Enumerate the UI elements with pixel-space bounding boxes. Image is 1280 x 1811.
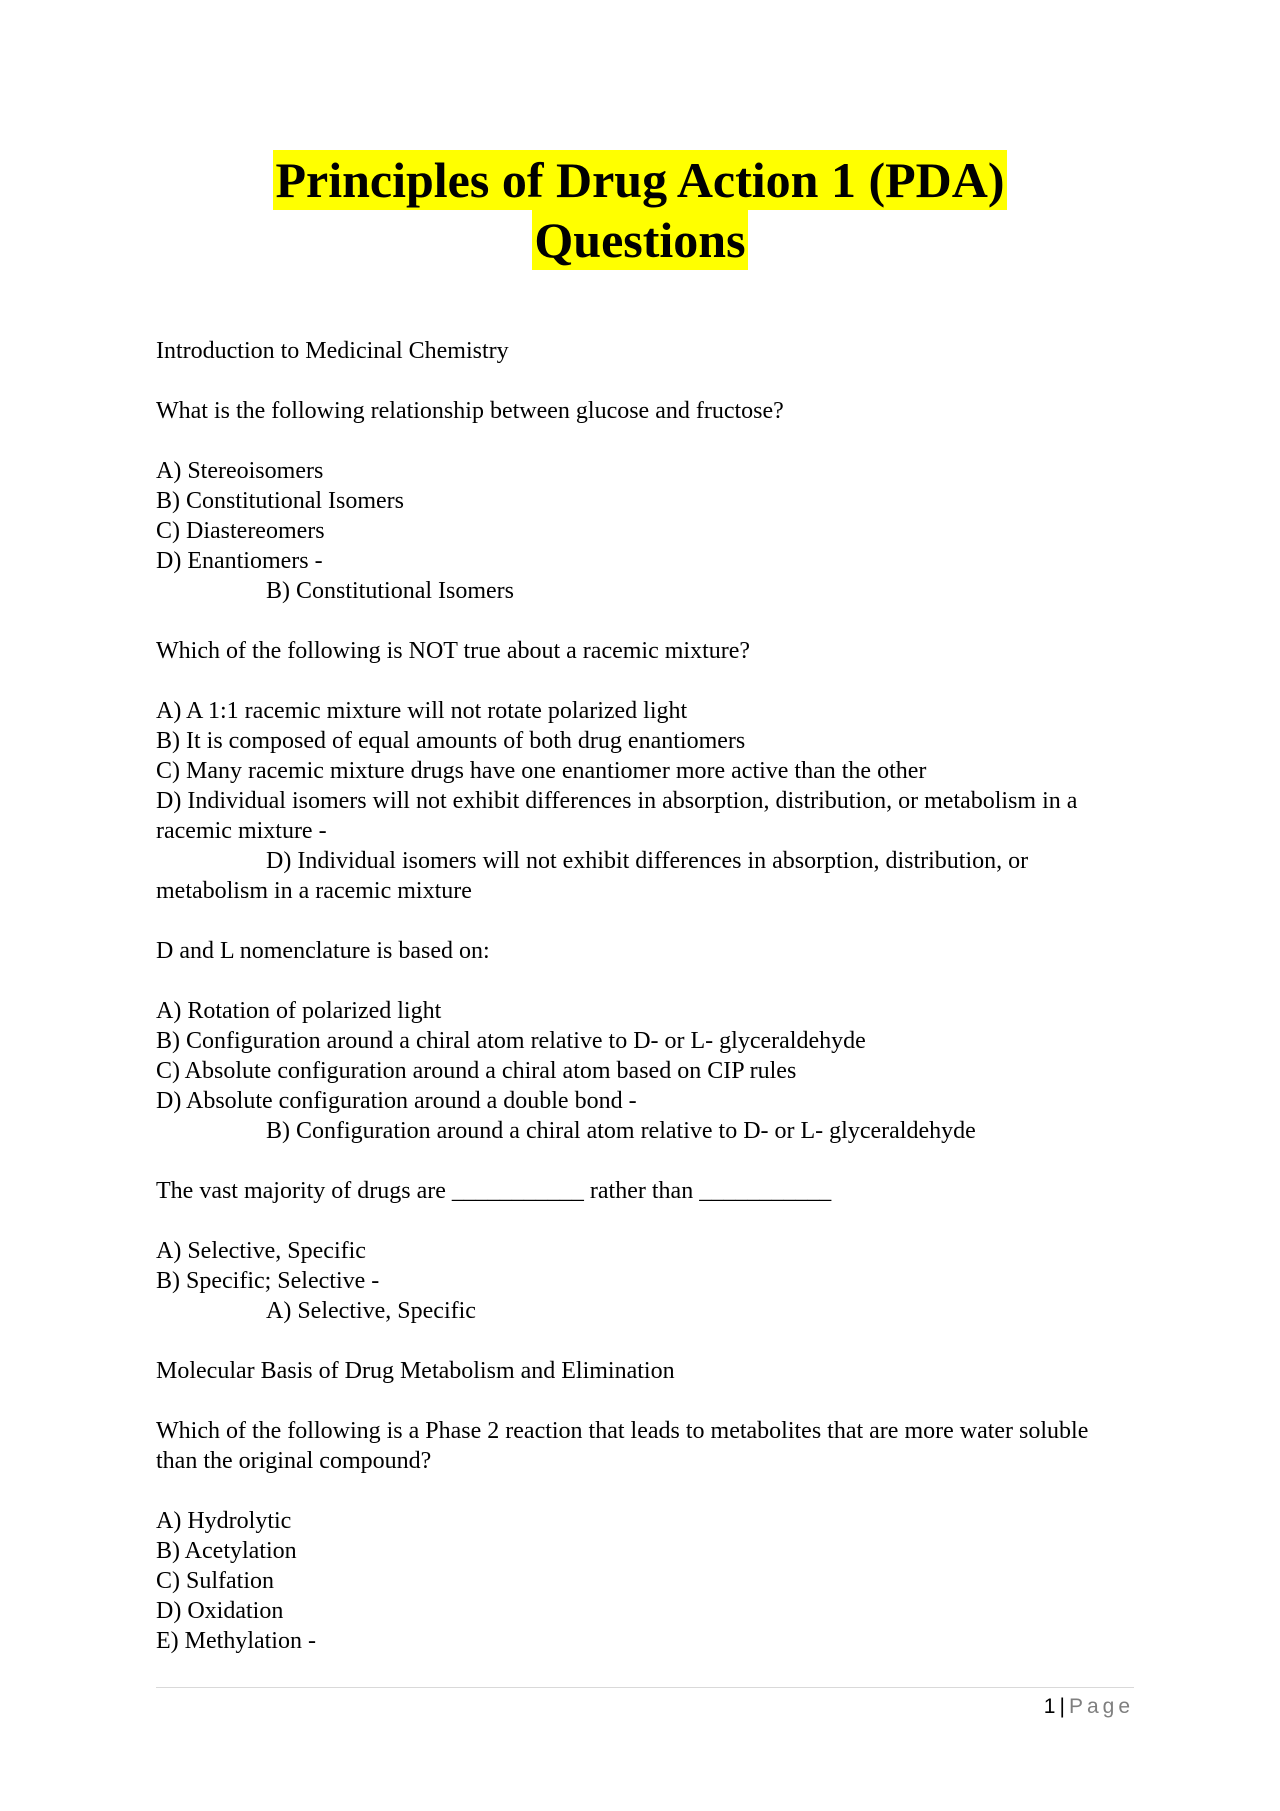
- question-text: D and L nomenclature is based on:: [156, 938, 490, 964]
- option-item: B) Constitutional Isomers: [156, 488, 404, 514]
- option-item: C) Sulfation: [156, 1568, 274, 1594]
- footer-divider: [156, 1687, 1134, 1688]
- question-text: The vast majority of drugs are ___________ rather than ___________: [156, 1178, 832, 1204]
- option-item: A) Stereoisomers: [156, 458, 324, 484]
- option-item: B) It is composed of equal amounts of both drug enantiomers: [156, 728, 746, 754]
- option-item: D) Oxidation: [156, 1598, 284, 1624]
- option-item: B) Specific; Selective -: [156, 1268, 380, 1294]
- option-item: E) Methylation -: [156, 1628, 316, 1654]
- section-heading: Introduction to Medicinal Chemistry: [156, 338, 509, 364]
- option-item: A) Selective, Specific: [156, 1238, 366, 1264]
- option-item: D) Absolute configuration around a double bond -: [156, 1088, 637, 1114]
- question-text: Which of the following is NOT true about a racemic mixture?: [156, 638, 751, 664]
- option-item: B) Configuration around a chiral atom relative to D- or L- glyceraldehyde: [156, 1028, 866, 1054]
- option-item: A) A 1:1 racemic mixture will not rotate polarized light: [156, 698, 688, 724]
- option-item: C) Diastereomers: [156, 518, 325, 544]
- page-label: Page: [1068, 1695, 1134, 1718]
- option-item: D) Enantiomers -: [156, 548, 323, 574]
- answer-text: B) Configuration around a chiral atom relative to D- or L- glyceraldehyde: [266, 1118, 976, 1144]
- option-item: A) Hydrolytic: [156, 1508, 292, 1534]
- answer-text: B) Constitutional Isomers: [266, 578, 514, 604]
- answer-text: A) Selective, Specific: [266, 1298, 476, 1324]
- page-separator: |: [1059, 1695, 1065, 1718]
- question-text: Which of the following is a Phase 2 reaction that leads to metabolites that are more water soluble than the original compound?: [156, 1418, 1089, 1474]
- option-item: C) Many racemic mixture drugs have one enantiomer more active than the other: [156, 758, 927, 784]
- option-item: D) Individual isomers will not exhibit differences in absorption, distribution, or metabolism in a racemic mixture -: [156, 788, 1078, 844]
- question-text: What is the following relationship between glucose and fructose?: [156, 398, 784, 424]
- option-item: B) Acetylation: [156, 1538, 297, 1564]
- document-body: [156, 336, 1114, 1656]
- document-title: [0, 150, 1280, 270]
- option-item: A) Rotation of polarized light: [156, 998, 442, 1024]
- answer-text: D) Individual isomers will not exhibit differences in absorption, distribution, or metabolism in a racemic mixture: [156, 848, 1029, 904]
- option-item: C) Absolute configuration around a chiral atom based on CIP rules: [156, 1058, 797, 1084]
- title-line-1: Principles of Drug Action 1 (PDA): [275, 152, 1005, 208]
- title-line-2: Questions: [534, 212, 746, 268]
- page-footer: [156, 1694, 1134, 1720]
- section-heading: Molecular Basis of Drug Metabolism and Elimination: [156, 1358, 675, 1384]
- page-number: 1: [1043, 1695, 1056, 1718]
